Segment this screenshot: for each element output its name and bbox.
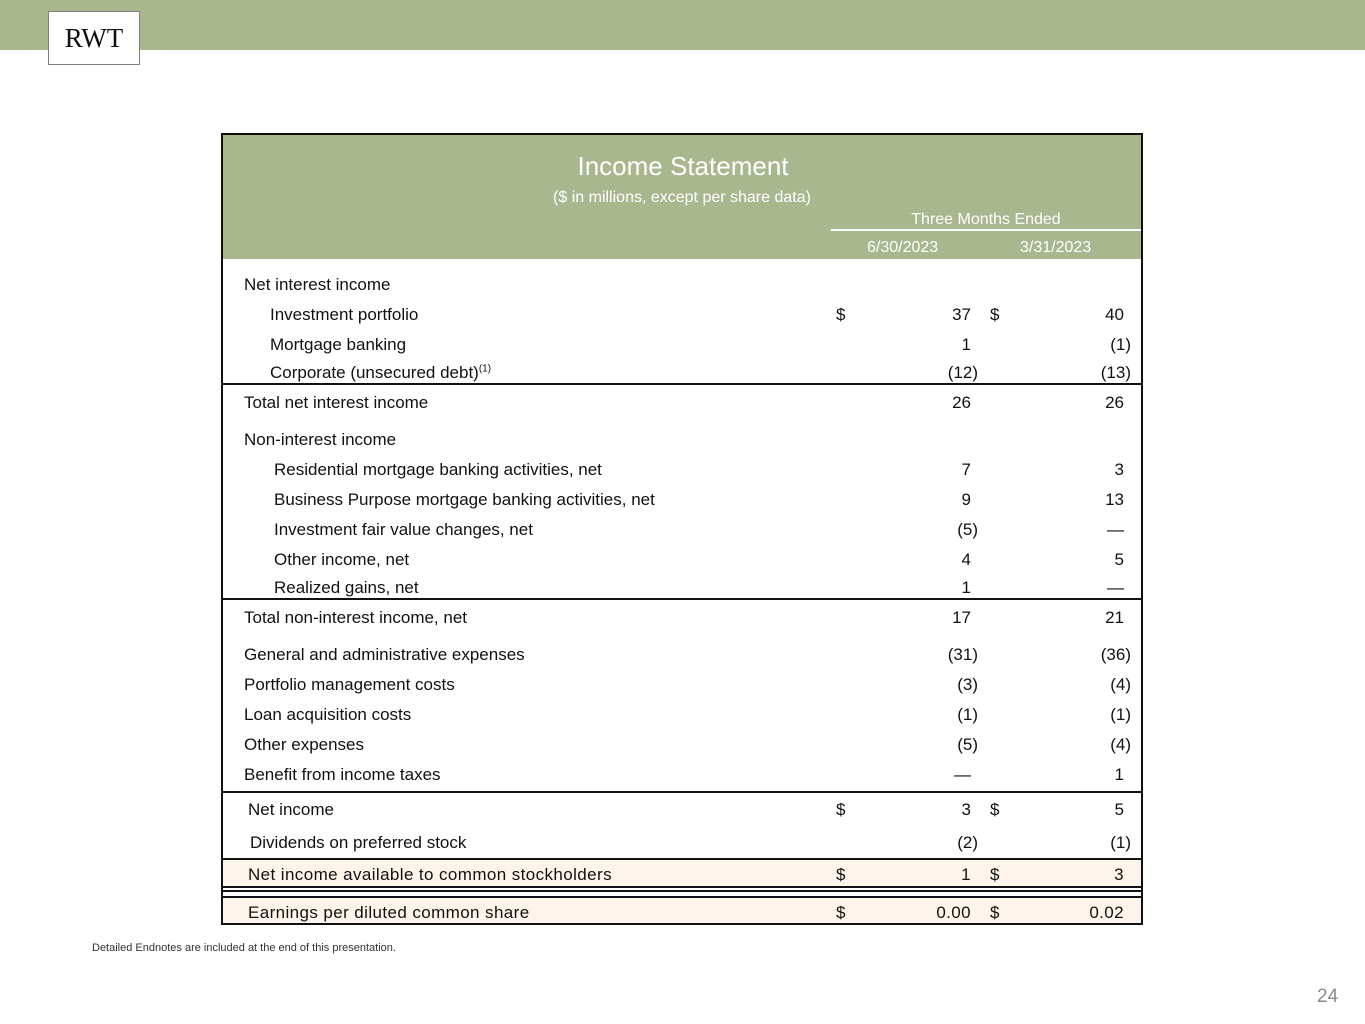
value-q1: 13 xyxy=(1105,490,1124,509)
table-row xyxy=(223,546,1141,574)
currency-symbol: $ xyxy=(990,800,1000,819)
table-row xyxy=(223,899,1141,927)
value-q1: (1) xyxy=(1110,335,1131,354)
table-row xyxy=(223,301,1141,329)
row-label: Mortgage banking xyxy=(270,335,407,354)
table-row xyxy=(223,641,1141,669)
value-q1: (1) xyxy=(1110,833,1131,852)
table-row xyxy=(223,861,1141,889)
period-underline xyxy=(831,229,1141,231)
value-q2: (2) xyxy=(957,833,978,852)
value-q1: 0.02 xyxy=(1089,903,1124,922)
value-q1: (4) xyxy=(1110,735,1131,754)
value-q1: 1 xyxy=(1114,765,1124,784)
value-q1: (1) xyxy=(1110,705,1131,724)
row-label: Benefit from income taxes xyxy=(244,765,441,784)
value-q2: 7 xyxy=(961,460,971,479)
table-row xyxy=(223,426,1141,454)
header-bar xyxy=(0,0,1365,50)
table-row xyxy=(223,604,1141,632)
value-q1: — xyxy=(1107,520,1124,539)
row-label: Portfolio management costs xyxy=(244,675,455,694)
company-logo: RWT xyxy=(48,11,140,65)
value-q1: 5 xyxy=(1114,800,1124,819)
value-q1: (36) xyxy=(1100,645,1131,664)
table-row xyxy=(223,389,1141,417)
value-q1: 3 xyxy=(1114,460,1124,479)
divider xyxy=(223,896,1141,898)
value-q2: 9 xyxy=(961,490,971,509)
value-q1: — xyxy=(1107,578,1124,597)
currency-symbol: $ xyxy=(836,865,846,884)
value-q1: (4) xyxy=(1110,675,1131,694)
table-row xyxy=(223,761,1141,789)
value-q2: 1 xyxy=(961,865,971,884)
value-q2: (1) xyxy=(957,705,978,724)
row-label: Earnings per diluted common share xyxy=(248,903,530,922)
currency-symbol: $ xyxy=(836,903,846,922)
row-label: Dividends on preferred stock xyxy=(250,833,467,852)
period-label: Three Months Ended xyxy=(911,211,1061,228)
value-q2: 1 xyxy=(961,335,971,354)
row-label: Business Purpose mortgage banking activities, net xyxy=(274,490,655,509)
page-number: 24 xyxy=(1317,986,1339,1007)
currency-symbol: $ xyxy=(836,800,846,819)
table-row xyxy=(223,456,1141,484)
table-row xyxy=(223,574,1141,602)
table-subtitle: ($ in millions, except per share data) xyxy=(553,189,811,206)
value-q2: (5) xyxy=(957,735,978,754)
value-q1: 3 xyxy=(1114,865,1124,884)
income-statement-table xyxy=(221,133,1143,925)
value-q2: 17 xyxy=(952,608,971,627)
value-q2: 1 xyxy=(961,578,971,597)
row-label: Realized gains, net xyxy=(274,578,419,597)
table-header xyxy=(223,135,1141,259)
value-q1: 40 xyxy=(1105,305,1124,324)
row-label: Net income xyxy=(248,800,334,819)
table-row xyxy=(223,486,1141,514)
currency-symbol: $ xyxy=(990,903,1000,922)
row-label: Investment portfolio xyxy=(270,305,419,324)
row-label: Total non-interest income, net xyxy=(244,608,468,627)
value-q2: (31) xyxy=(947,645,978,664)
currency-symbol: $ xyxy=(990,305,1000,324)
row-label: Other income, net xyxy=(274,550,410,569)
value-q1: 21 xyxy=(1105,608,1124,627)
row-label: Total net interest income xyxy=(244,393,429,412)
divider xyxy=(223,890,1141,892)
table-row xyxy=(223,271,1141,299)
value-q2: 26 xyxy=(952,393,971,412)
value-q2: 0.00 xyxy=(936,903,971,922)
value-q1: 5 xyxy=(1114,550,1124,569)
row-label: Investment fair value changes, net xyxy=(274,520,533,539)
footnote-ref: (1) xyxy=(478,363,492,375)
currency-symbol: $ xyxy=(836,305,846,324)
value-q2: (3) xyxy=(957,675,978,694)
value-q2: 4 xyxy=(961,550,971,569)
table-row xyxy=(223,701,1141,729)
row-label: Non-interest income xyxy=(244,430,397,449)
table-row xyxy=(223,731,1141,759)
value-q2: (5) xyxy=(957,520,978,539)
value-q2: 3 xyxy=(961,800,971,819)
divider xyxy=(223,791,1141,793)
value-q1: 26 xyxy=(1105,393,1124,412)
value-q2: 37 xyxy=(952,305,971,324)
table-title: Income Statement xyxy=(577,151,789,181)
row-label: Net interest income xyxy=(244,275,391,294)
table-row xyxy=(223,796,1141,824)
table-row xyxy=(223,829,1141,857)
table-row xyxy=(223,331,1141,359)
currency-symbol: $ xyxy=(990,865,1000,884)
column-header-q1: 3/31/2023 xyxy=(1020,239,1092,256)
row-label: Residential mortgage banking activities, net xyxy=(274,460,602,479)
row-label: Loan acquisition costs xyxy=(244,705,412,724)
value-q2: — xyxy=(954,765,971,784)
row-label: Corporate (unsecured debt)$^{(1)}$ xyxy=(270,363,492,382)
row-label: Net income available to common stockholders xyxy=(248,865,612,884)
row-label: Other expenses xyxy=(244,735,365,754)
table-row xyxy=(223,359,1141,387)
divider xyxy=(223,858,1141,860)
value-q2: (12) xyxy=(947,363,978,382)
table-row xyxy=(223,671,1141,699)
endnote-text: Detailed Endnotes are included at the end of this presentation. xyxy=(92,942,396,954)
column-header-q2: 6/30/2023 xyxy=(867,239,939,256)
value-q1: (13) xyxy=(1100,363,1131,382)
table-row xyxy=(223,516,1141,544)
row-label: General and administrative expenses xyxy=(244,645,525,664)
